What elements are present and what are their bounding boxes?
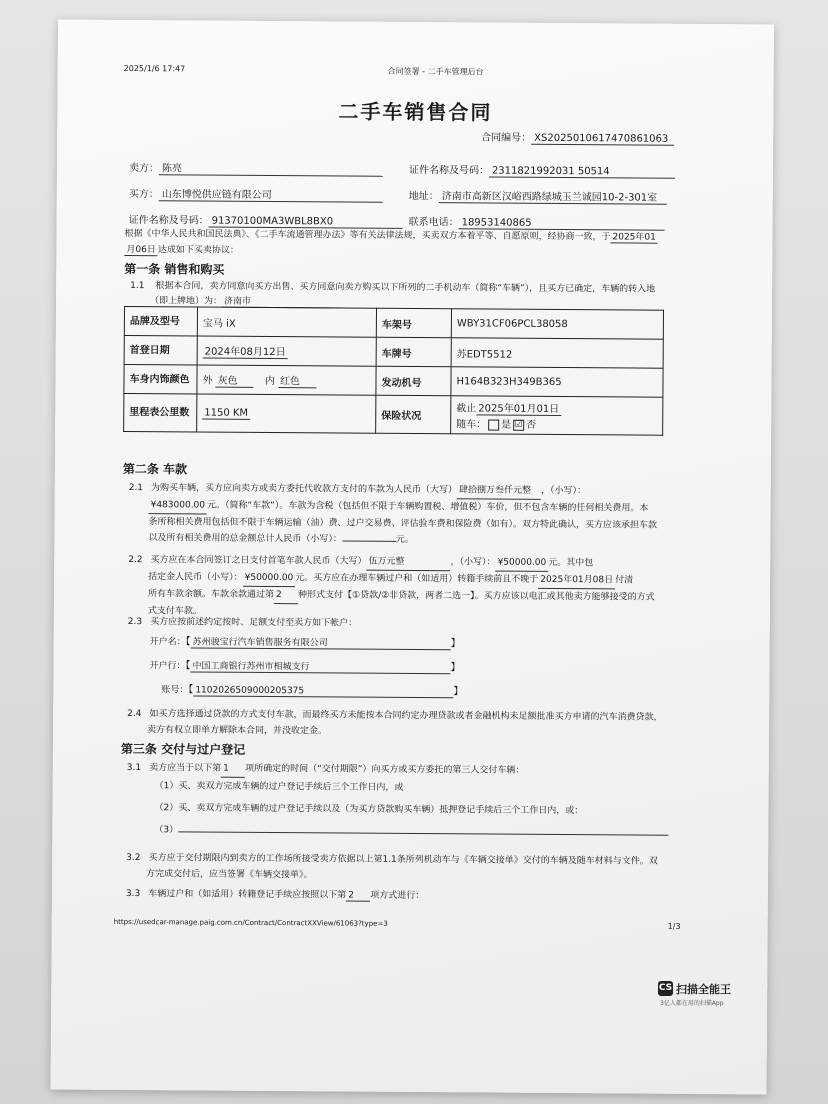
price-upper: 肆拾捌万叁仟元整 — [457, 482, 541, 500]
engine-label: 发动机号 — [376, 366, 451, 396]
account-name-row: 开户名：【 苏州骏宝行汽车销售服务有限公司 】 — [149, 636, 461, 650]
clause-text: （即上牌地）为： — [150, 296, 223, 307]
reg-date-label: 首登日期 — [124, 335, 197, 365]
preamble-date-part1: 2025年01 — [610, 229, 657, 243]
clause-2-3: 2.3 买方应按前述约定按时、足额支付至卖方如下帐户： — [127, 617, 358, 629]
price-lower: ¥483000.00 — [149, 497, 208, 514]
checkbox-yes — [488, 419, 499, 430]
print-header-title: 合同签署 - 二手车管理后台 — [387, 66, 484, 77]
insurance-value: 截止 2025年01月01日 随车： 是 ☑ 否 — [451, 396, 663, 435]
table-row — [124, 306, 663, 339]
seller-name: 陈亮 — [159, 159, 383, 177]
table-row — [124, 393, 663, 435]
clause-number: 2.4 — [127, 709, 142, 720]
preamble — [124, 226, 658, 260]
interior-color: 红色 — [278, 372, 316, 388]
print-date: 2025/1/6 17:47 — [123, 63, 186, 74]
seller-label: 卖方： — [128, 162, 160, 175]
footer-url: https://usedcar-manage.paig.com.cn/Contract/ContractXXView/61063?type=3 — [113, 917, 388, 928]
clause-number: 3.2 — [126, 852, 141, 864]
buyer-address-row — [409, 184, 667, 205]
insurance-until: 2025年01月01日 — [476, 399, 561, 416]
seller-id-value: 2311821992031 50514 — [489, 166, 675, 179]
checkbox-no-checked-icon: ☑ — [514, 419, 523, 430]
delivery-item-3: （3） — [154, 822, 668, 839]
final-payment-date: 2025年01月08日 — [538, 572, 615, 590]
buyer-label: 买方： — [128, 188, 159, 201]
clause-number: 3.1 — [126, 762, 142, 774]
delivery-option: 1 — [221, 761, 245, 778]
buyer-address: 济南市高新区汉峪西路绿城玉兰诚园10-2-301室 — [439, 187, 667, 205]
deposit-amount: ¥50000.00 — [243, 570, 296, 587]
destination-city: 济南市 — [222, 294, 346, 309]
account-number-row: 账号：【 1102026509000205375 】 — [161, 684, 464, 698]
payment-method: 2 — [274, 587, 298, 604]
clause-number: 1.1 — [130, 281, 145, 292]
delivery-item-3-blank — [178, 831, 668, 835]
vin-label: 车架号 — [376, 308, 451, 338]
preamble-text: 根据《中华人民共和国民法典》、《二手车流通管理办法》等有关法律法规，买卖双方本着平等、自愿原则，经协商一致，于 — [124, 228, 611, 243]
buyer-address-label: 地址： — [408, 190, 439, 203]
color-value: 外 灰色 内 红色 — [197, 365, 376, 395]
brand-label: 品牌及型号 — [124, 306, 197, 336]
account-bank-row: 开户行：【 中国工商银行苏州市相城支行 】 — [149, 660, 461, 674]
contract-number-label: 合同编号： — [481, 132, 532, 144]
section3-heading: 第三条 交付与过户登记 — [120, 741, 246, 757]
brand-value: 宝马 iX — [197, 307, 376, 337]
table-row — [124, 335, 663, 368]
contract-page — [51, 20, 774, 1095]
clause-3-2: 3.2 买方应于交付期限内到卖方的工作场所接受卖方依据以上第1.1条所列机动车与《车辆交接单》交付的车辆及随车材料与文件。双 方完成交付后，应当签署《车辆交接单》。 — [126, 852, 658, 881]
first-payment-upper: 伍万元整 — [367, 554, 451, 572]
seller-id-row — [409, 158, 675, 179]
seller-row — [129, 156, 383, 177]
page-number: 1/3 — [667, 921, 681, 931]
account-number: 1102026509000205375 — [193, 685, 453, 698]
exterior-color: 灰色 — [216, 372, 254, 388]
plate-label: 车牌号 — [376, 337, 451, 367]
scanner-watermark — [658, 978, 731, 997]
engine-value: H164B323H349B365 — [451, 367, 663, 397]
clause-3-1: 3.1 卖方应当于以下第 1 项所确定的时间（“交付期限”）向买方或买方委托的第三人交付车辆： — [127, 760, 525, 780]
first-payment-lower: ¥50000.00 — [496, 555, 549, 572]
clause-3-3: 3.3 车辆过户和（如适用）转籍登记手续应按照以下第 2 项方式进行： — [125, 888, 425, 902]
preamble-rest: 达成如下买卖协议： — [157, 245, 239, 256]
mileage-label: 里程表公里数 — [124, 393, 197, 432]
clause-number: 2.1 — [128, 483, 144, 494]
clause-2-4: 2.4 如买方选择通过贷款的方式支付车款，而最终买方未能按本合同约定办理贷款或者金融机构未足额批准买方申请的汽车消费贷款， 卖方有权立即单方解除本合同，并没收定金。 — [127, 709, 663, 737]
clause-2-1: 2.1 为购买车辆，买方应向卖方或卖方委托代收款方支付的车款为人民币（大写） 肆拾捌万叁仟元整 ，（小写）： ¥483000.00 元。（简称“车款”）。车款为含税（包括但不限于车辆购置税、增值税）车价，但不包含车辆的任何相关费用。本 条所称相关费用包括但不限于车辆运输（油）费、过户交易费、评估验车费和保险费（如有）。双方特此确认，买方应该承担车款 以及所有相关费用的总金额总计人民币（小写）： 元。 — [128, 483, 658, 545]
vehicle-info-table — [123, 306, 664, 436]
clause-text: 根据本合同，卖方同意向买方出售、买方同意向卖方购买以下所列的二手机动车（简称“车辆”），且买方已确定，车辆的转入地 — [155, 281, 656, 295]
document-title: 二手车销售合同 — [338, 99, 493, 125]
section1-heading: 第一条 销售和购买 — [124, 261, 225, 277]
account-name: 苏州骏宝行汽车销售服务有限公司 — [191, 634, 451, 650]
table-row — [124, 364, 663, 397]
delivery-item-2: （2）买、卖双方完成车辆的过户登记手续以及（为买方贷款购买车辆）抵押登记手续后三个工作日内，或： — [154, 803, 584, 817]
reg-date-value: 2024年08月12日 — [197, 336, 376, 366]
buyer-name: 山东博悦供应链有限公司 — [159, 185, 383, 203]
clause-number: 3.3 — [125, 888, 141, 900]
buyer-phone-label: 联系电话： — [408, 216, 459, 229]
total-blank — [342, 540, 396, 541]
clause-number: 2.2 — [128, 555, 143, 566]
watermark-subtitle: 3亿人都在用的扫描App — [660, 1000, 724, 1007]
clause-2-2: 2.2 买方应在本合同签订之日支付首笔车款人民币（大写） 伍万元整 ，（小写）： ¥50000.00 元。其中包 括定金人民币（小写）： ¥50000.00 元。买方应在办理车辆过户和（如适用）转籍手续前且不晚于 2025年01月08日 付清 所有车款余额。车款余款通过第 2 种形式支付【①贷款/②非贷款，两者二选一】。买方应该以电汇或其他卖方能够接受的方式 式支付车款。 — [128, 555, 655, 617]
buyer-phone: 18953140865 — [459, 217, 665, 230]
transfer-option: 2 — [346, 891, 370, 902]
clause-number: 2.3 — [127, 617, 143, 628]
contract-number-value: XS2025010617470861063 — [531, 133, 674, 146]
buyer-id-value: 91370100MA3WBL8BX0 — [209, 216, 403, 229]
insurance-label: 保险状况 — [376, 395, 451, 434]
preamble-date-part2: 月06日 — [124, 242, 158, 256]
buyer-row — [129, 182, 383, 203]
delivery-item-1: （1）买、卖双方完成车辆的过户登记手续后三个工作日内，或 — [154, 781, 404, 793]
contract-number — [481, 128, 674, 144]
buyer-id-label: 证件名称及号码： — [128, 214, 209, 227]
mileage-value: 1150 KM — [197, 394, 376, 433]
seller-id-label: 证件名称及号码： — [408, 164, 489, 177]
plate-value: 苏EDT5512 — [451, 338, 663, 368]
vin-value: WBY31CF06PCL38058 — [451, 309, 663, 339]
camscanner-logo-icon: CS — [658, 981, 673, 996]
watermark-name: 扫描全能王 — [676, 982, 731, 996]
color-label: 车身内饰颜色 — [124, 364, 197, 394]
section2-heading: 第二条 车款 — [122, 461, 188, 477]
account-bank: 中国工商银行苏州市相城支行 — [190, 658, 450, 674]
